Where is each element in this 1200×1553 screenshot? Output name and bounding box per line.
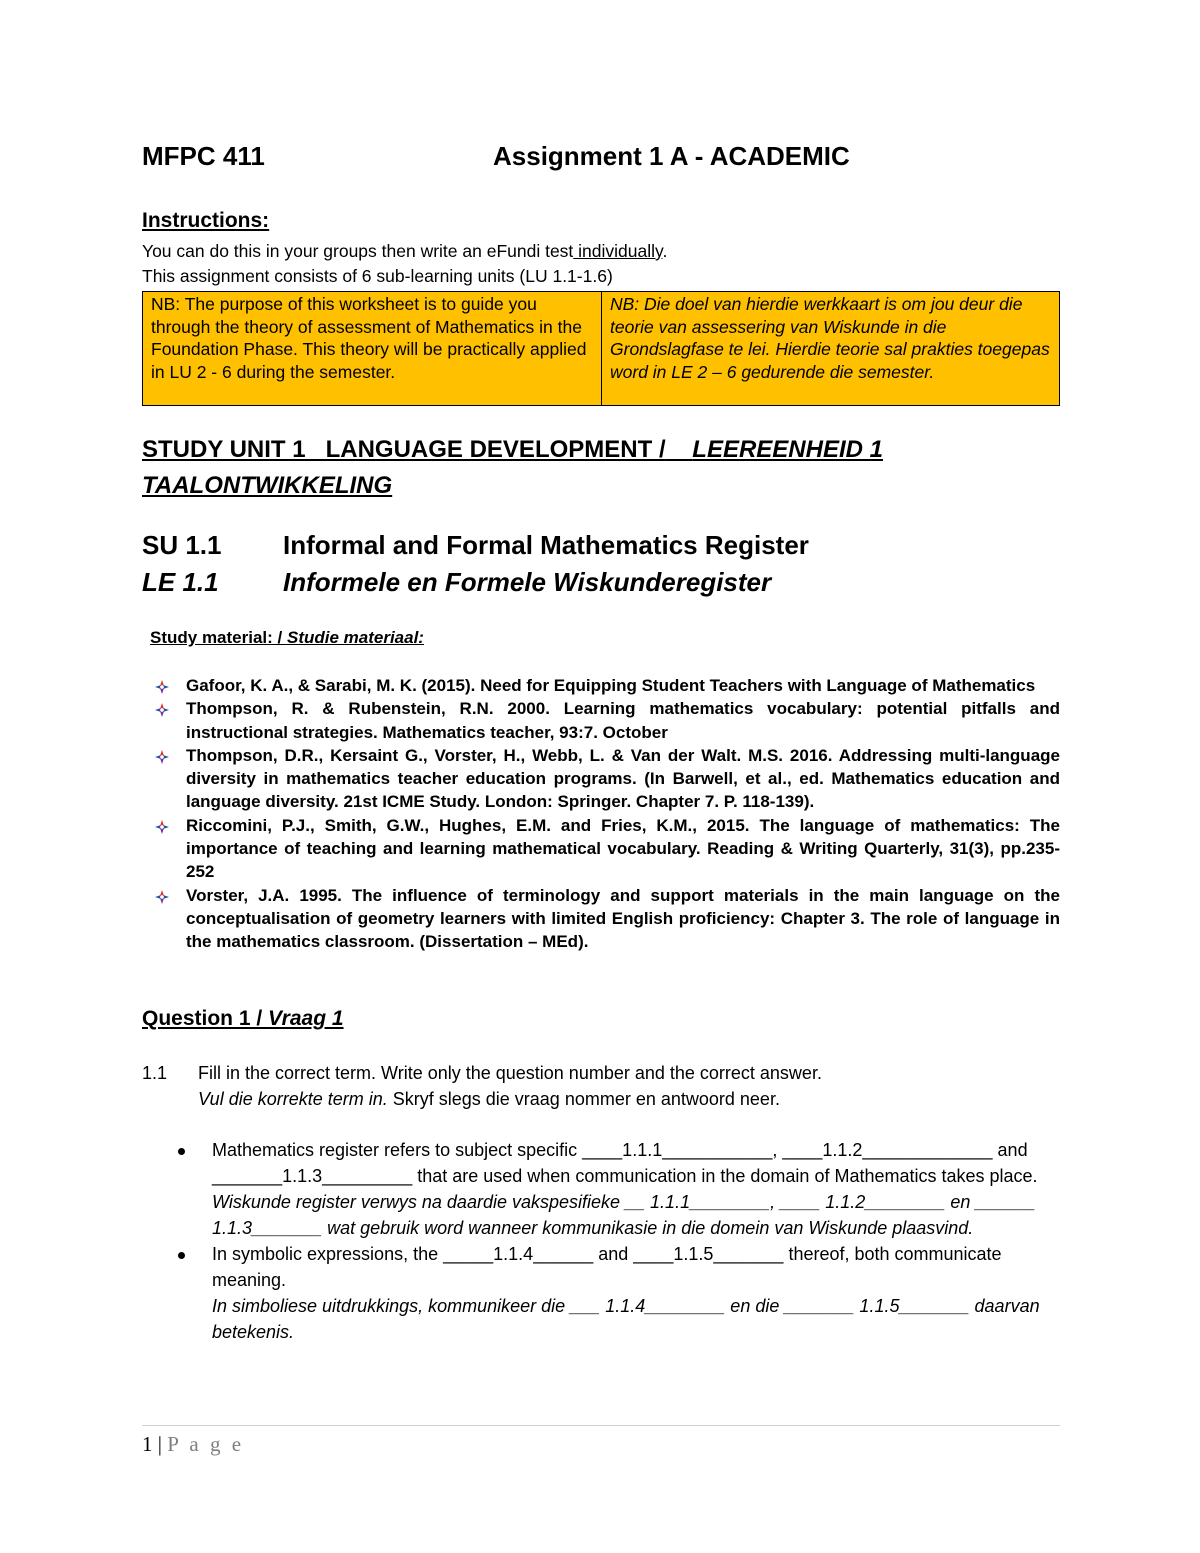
reference-text: Riccomini, P.J., Smith, G.W., Hughes, E.M. and Fries, K.M., 2015. The language of mathematics: The importance of teaching and learning mathematical vocabulary. Reading & Writing Quarterly, 31(3), pp.235-252 [186, 815, 1060, 882]
page-word: P a g e [167, 1432, 245, 1456]
reference-text: Gafoor, K. A., & Sarabi, M. K. (2015). Need for Equipping Student Teachers with Language of Mathematics [186, 676, 1036, 695]
question-instruction-af-italic: Vul die korrekte term in. [198, 1088, 388, 1109]
instructions-line-1-end: . [662, 241, 668, 261]
page-number: 1 [142, 1432, 153, 1456]
su-code: SU 1.1 [142, 530, 222, 560]
reference-item [142, 814, 1060, 884]
study-material-label-af: Studie materiaal: [286, 628, 424, 647]
le-1-1-heading [142, 567, 1060, 603]
study-unit-heading [142, 432, 1060, 504]
arrow-bullet-icon [154, 889, 170, 905]
arrow-bullet-icon [154, 749, 170, 765]
reference-text: Thompson, D.R., Kersaint G., Vorster, H., Webb, L. & Van der Walt. M.S. 2016. Addressing multi-language diversity in mathematics teacher education programs. (In Barwell, et al., ed. Mathematics education and language diversity. 21st ICME Study. London: Springer. Chapter 7. P. 118-139). [186, 745, 1060, 812]
bullet-2-en: In symbolic expressions, the _____1.1.4______ and ____1.1.5_______ thereof, both communicate meaning. [212, 1244, 1002, 1290]
bullet-1-en: Mathematics register refers to subject specific ____1.1.1___________, ____1.1.2_____________ and _______1.1.3_________ that are used when communication in the domain of Mathematics takes place. [212, 1140, 1038, 1186]
document-header [142, 141, 1060, 175]
study-unit-heading-af: LEEREENHEID 1 TAALONTWIKKELING [142, 436, 883, 499]
question-instruction-af [198, 1087, 1060, 1113]
instructions-line-1-text: You can do this in your groups then write an eFundi test [142, 241, 574, 261]
question-1-heading-en: Question 1 / [142, 1007, 269, 1030]
instructions-line-2: This assignment consists of 6 sub-learning units (LU 1.1-1.6) [142, 266, 613, 286]
study-material-label-en: Study material: / [150, 628, 287, 647]
question-1-heading-af: Vraag 1 [268, 1007, 344, 1030]
nb-afrikaans: NB: Die doel van hierdie werkkaart is om jou deur die teorie van assessering van Wiskunde in die Grondslagfase te lei. Hierdie teorie sal prakties toegepas word in LE 2 – 6 gedurende die semester. [610, 294, 1050, 382]
arrow-bullet-icon [154, 702, 170, 718]
study-material-label [150, 628, 424, 648]
arrow-bullet-icon [154, 679, 170, 695]
footer-separator: | [152, 1432, 168, 1456]
question-number: 1.1 [142, 1063, 168, 1083]
question-bullet-item [170, 1241, 1060, 1345]
footer-divider [142, 1425, 1060, 1426]
question-1-heading [142, 1007, 344, 1031]
bullet-2-af: In simboliese uitdrukkings, kommunikeer die ___ 1.1.4________ en die _______ 1.1.5_______ daarvan betekenis. [212, 1296, 1040, 1342]
question-bullet-item [170, 1137, 1060, 1241]
question-instruction-af-rest: Skryf slegs die vraag nommer en antwoord neer. [387, 1088, 780, 1109]
study-unit-heading-en: STUDY UNIT 1 LANGUAGE DEVELOPMENT / [142, 436, 666, 463]
reference-item [142, 674, 1060, 697]
instructions-heading: Instructions: [142, 209, 270, 232]
question-instruction-en: Fill in the correct term. Write only the question number and the correct answer. [198, 1063, 822, 1083]
bullet-dot-icon [178, 1252, 185, 1259]
question-instruction [198, 1061, 1060, 1112]
nb-box [142, 291, 1060, 406]
reference-text: Thompson, R. & Rubenstein, R.N. 2000. Learning mathematics vocabulary: potential pitfalls and instructional strategies. Mathematics teacher, 93:7. October [186, 699, 1060, 742]
instructions-line-1 [142, 239, 667, 263]
course-code: MFPC 411 [142, 141, 265, 171]
le-title: Informele en Formele Wiskunderegister [283, 567, 772, 597]
su-1-1-heading [142, 530, 1060, 566]
reference-item [142, 697, 1060, 744]
reference-text: Vorster, J.A. 1995. The influence of terminology and support materials in the main language on the conceptualisation of geometry learners with limited English proficiency: Chapter 3. The role of language in the mathematics classroom. (Dissertation – MEd). [186, 885, 1060, 952]
reference-item [142, 744, 1060, 814]
instructions-underlined-word: individually [573, 241, 663, 261]
nb-english: NB: The purpose of this worksheet is to guide you through the theory of assessment of Mathematics in the Foundation Phase. This theory will be practically applied in LU 2 - 6 during the semester. [143, 292, 602, 405]
bullet-1-af: Wiskunde register verwys na daardie vakspesifieke __ 1.1.1________, ____ 1.1.2________ en ______ 1.1.3_______ wat gebruik word wanneer kommunikasie in die domein van Wiskunde plaasvind. [212, 1192, 1036, 1238]
reference-item [142, 884, 1060, 954]
arrow-bullet-icon [154, 819, 170, 835]
bullet-dot-icon [178, 1148, 185, 1155]
su-title: Informal and Formal Mathematics Register [283, 530, 809, 560]
page-footer [142, 1432, 244, 1457]
question-bullet-list [170, 1137, 1060, 1345]
le-code: LE 1.1 [142, 567, 219, 597]
reference-list [142, 674, 1060, 954]
assignment-title: Assignment 1 A - ACADEMIC [493, 141, 850, 171]
